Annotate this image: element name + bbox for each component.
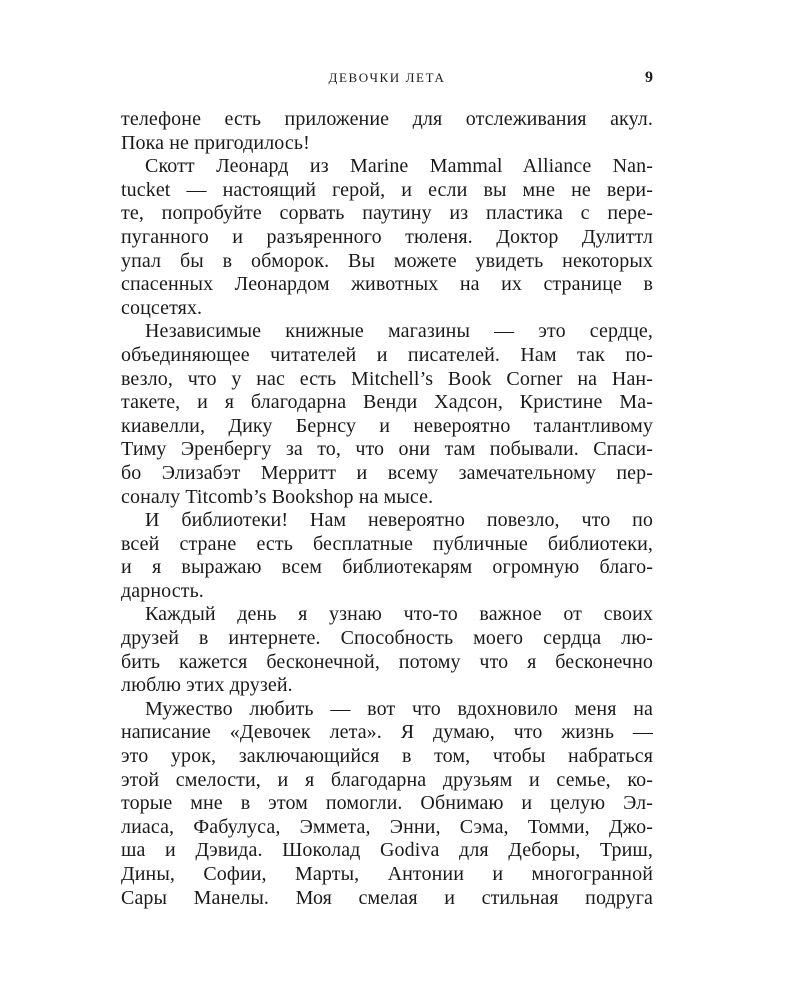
text-line: Независимые книжные магазины — это сердце, <box>145 320 653 343</box>
text-line: написание «Девочек лета». Я думаю, что жизнь — <box>121 721 653 744</box>
text-line: соцсетях. <box>121 296 203 319</box>
text-line: лиаса, Фабулуса, Эммета, Энни, Сэма, Томми, Джо- <box>121 815 653 838</box>
text-line: этой смелости, и я благодарна друзьям и семье, ко- <box>121 768 653 791</box>
text-line: Мужество любить — вот что вдохновило меня на <box>145 697 653 720</box>
text-line: торые мне в этом помогли. Обнимаю и целую Эл- <box>121 792 653 815</box>
text-line: tucket — настоящий герой, и если вы мне не вери- <box>121 178 653 201</box>
text-line: дарность. <box>121 579 204 602</box>
page-number: 9 <box>645 69 653 86</box>
text-line: Сары Манелы. Моя смелая и стильная подруга <box>121 886 653 909</box>
text-line: упал бы в обморок. Вы можете увидеть некоторых <box>121 249 653 272</box>
text-line: И библиотеки! Нам невероятно повезло, что по <box>145 509 653 532</box>
text-line: киавелли, Дику Бернсу и невероятно талантливому <box>121 414 653 437</box>
text-line: всей стране есть бесплатные публичные библиотеки, <box>121 532 653 555</box>
text-line: везло, что у нас есть Mitchell’s Book Corner на Нан- <box>121 367 653 390</box>
running-title: ДЕВОЧКИ ЛЕТА <box>328 70 446 85</box>
text-line: Каждый день я узнаю что-то важное от своих <box>145 603 653 626</box>
text-line: пуганного и разъяренного тюленя. Доктор Дулиттл <box>121 225 653 248</box>
text-line: Пока не пригодилось! <box>121 131 310 154</box>
text-line: спасенных Леонардом животных на их странице в <box>121 273 653 296</box>
text-line: это урок, заключающийся в том, чтобы набраться <box>121 745 653 768</box>
text-line: такете, и я благодарна Венди Хадсон, Кристине Ма- <box>121 391 653 414</box>
text-line: бить кажется бесконечной, потому что я бесконечно <box>121 650 653 673</box>
body-text <box>121 108 653 910</box>
text-line: Скотт Леонард из Marine Mammal Alliance Nan- <box>145 155 653 178</box>
text-line: те, попробуйте сорвать паутину из пластика с пере- <box>121 202 653 225</box>
text-line: Дины, Софии, Марты, Антонии и многогранной <box>121 863 653 885</box>
text-line: и я выражаю всем библиотекарям огромную благо- <box>121 556 653 579</box>
text-line: соналу Titcomb’s Bookshop на мысе. <box>121 485 434 508</box>
text-line: бо Элизабэт Мерритт и всему замечательному пер- <box>121 461 653 484</box>
text-line: ша и Дэвида. Шоколад Godiva для Деборы, Триш, <box>121 839 653 862</box>
running-head <box>121 70 653 92</box>
text-line: Тиму Эренбергу за то, что они там побывали. Спаси- <box>121 438 653 461</box>
text-line: люблю этих друзей. <box>121 674 293 697</box>
text-line: объединяющее читателей и писателей. Нам так по- <box>121 343 653 366</box>
text-line: телефоне есть приложение для отслеживания акул. <box>121 108 653 130</box>
text-line: друзей в интернете. Способность моего сердца лю- <box>121 627 653 650</box>
